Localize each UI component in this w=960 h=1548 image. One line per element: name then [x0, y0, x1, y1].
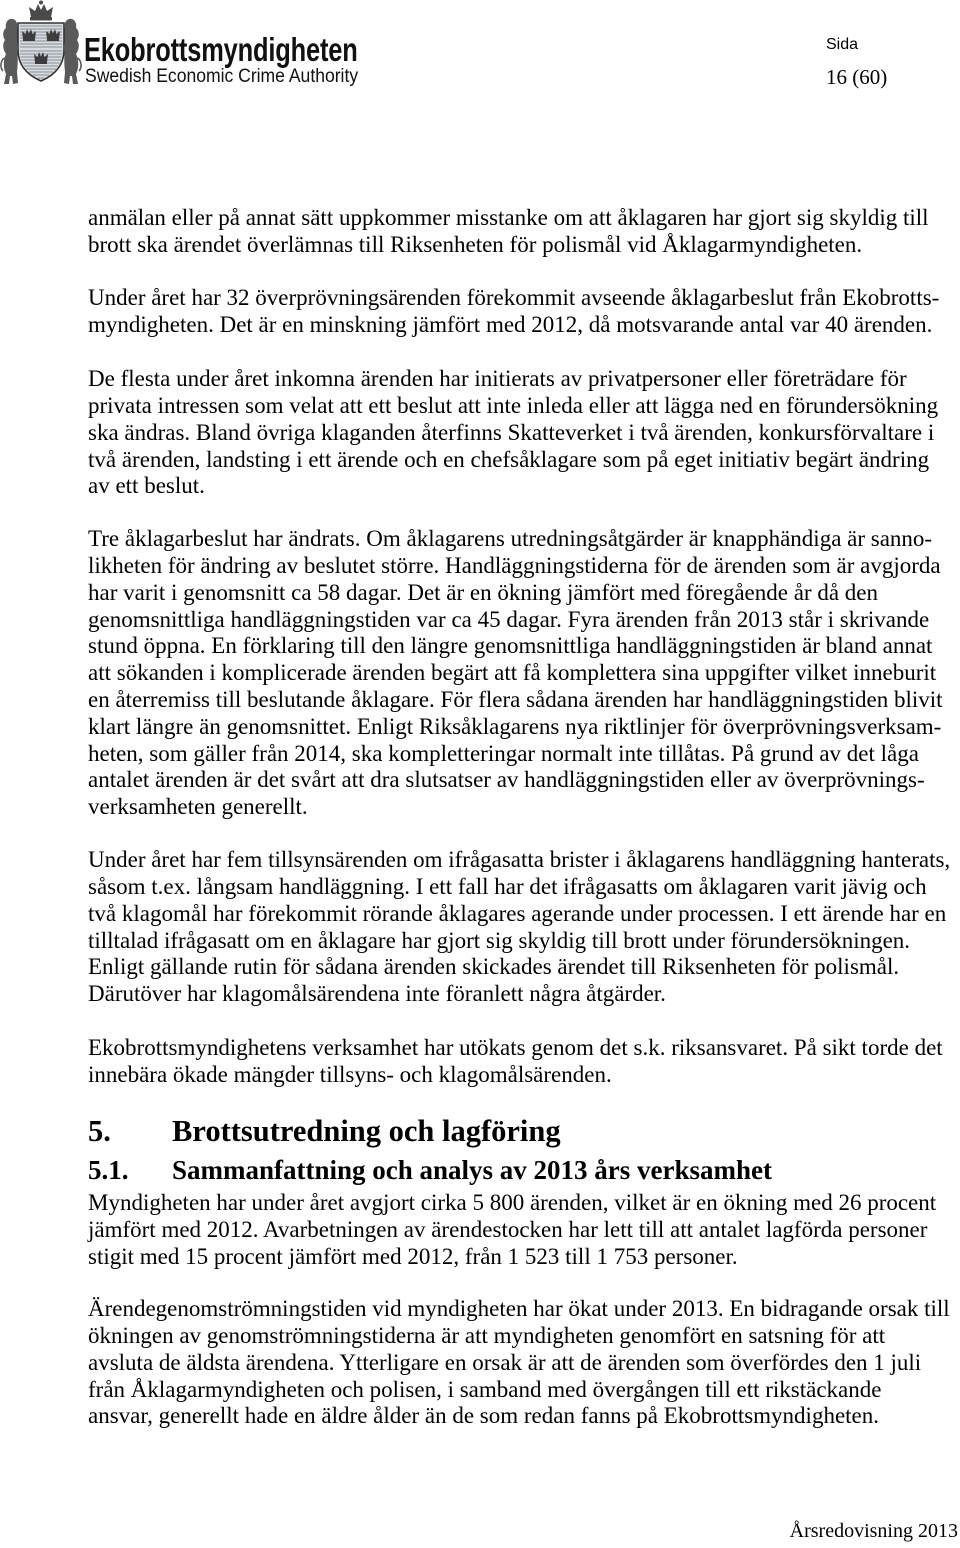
lion-supporter-right-icon [64, 19, 81, 84]
text-line: antalet ärenden är det svårt att dra slutsatser av handläggningstiden eller av överprövnings- [88, 767, 925, 793]
text-line: myndigheten. Det är en minskning jämfört med 2012, då motsvarande antal var 40 ärenden. [88, 312, 933, 338]
paragraph [88, 285, 948, 339]
text-line: två ärenden, landsting i ett ärende och en chefsåklagare som på eget initiativ begärt ändring [88, 446, 930, 472]
text-line: genomsnittliga handläggningstiden var ca 45 dagar. Fyra ärenden från 2013 står i skrivande [88, 606, 930, 632]
section-number: 5. [88, 1114, 111, 1148]
text-line: ansvar, generellt hade en äldre ålder än de som redan fanns på Ekobrottsmyndigheten. [88, 1403, 880, 1429]
text-line: Ärendegenomströmningstiden vid myndigheten har ökat under 2013. En bidragande orsak till [88, 1296, 950, 1322]
text-line: såsom t.ex. långsam handläggning. I ett fall har det ifrågasatts om åklagaren varit jävig och [88, 874, 927, 900]
text-line: likheten för ändring av beslutet större. Handläggningstiderna för de ärenden som är avgjorda [88, 553, 941, 579]
paragraph [88, 1190, 948, 1270]
subsection-title: Sammanfattning och analys av 2013 års verksamhet [172, 1155, 773, 1185]
text-line: heten, som gäller från 2014, ska kompletteringar normalt inte tillåtas. På grund av det låga [88, 740, 919, 766]
text-line: Myndigheten har under året avgjort cirka 5 800 ärenden, vilket är en ökning med 26 procent [88, 1190, 937, 1216]
paragraph [88, 526, 948, 821]
text-line: De flesta under året inkomna ärenden har initierats av privatpersoner eller företrädare för [88, 366, 907, 392]
text-line: har varit i genomsnitt ca 58 dagar. Det är en ökning jämfört med föregående år då den [88, 579, 879, 605]
section-title: Brottsutredning och lagföring [172, 1114, 561, 1148]
text-line: anmälan eller på annat sätt uppkommer misstanke om att åklagaren har gjort sig skyldig till [88, 205, 929, 231]
text-line: från Åklagarmyndigheten och polisen, i samband med övergången till ett rikstäckande [88, 1376, 882, 1402]
text-line: Under året har fem tillsynsärenden om ifrågasatta brister i åklagarens handläggning hanterats, [88, 847, 951, 873]
text-line: en återremiss till beslutande åklagare. För flera sådana ärenden har handläggningstiden blivit [88, 687, 943, 713]
text-line: privata intressen som velat att ett beslut att inte inleda eller att lägga ned en förundersökning [88, 393, 939, 419]
text-line: av ett beslut. [88, 473, 205, 499]
text-line: stigit med 15 procent jämfört med 2012, från 1 523 till 1 753 personer. [88, 1243, 738, 1269]
text-line: två klagomål har förekommit rörande åklagares agerande under processen. I ett ärende har en [88, 900, 947, 926]
text-line: Ekobrottsmyndighetens verksamhet har utökats genom det s.k. riksansvaret. På sikt torde det [88, 1035, 943, 1061]
subsection-heading [88, 1154, 908, 1186]
text-line: Tre åklagarbeslut har ändrats. Om åklagarens utredningsåtgärder är knapphändiga är sanno- [88, 526, 933, 552]
coat-of-arms-icon [0, 0, 82, 88]
agency-logo [0, 0, 440, 92]
agency-tagline: Swedish Economic Crime Authority [85, 65, 359, 87]
paragraph [88, 1296, 948, 1430]
footer-report-title: Årsredovisning 2013 [789, 1520, 958, 1542]
paragraph [88, 1035, 948, 1089]
text-line: ska ändras. Bland övriga klaganden återfinns Skatteverket i två ärenden, konkursförvaltare i [88, 419, 935, 445]
text-line: brott ska ärendet överlämnas till Riksenheten för polismål vid Åklagarmyndigheten. [88, 232, 863, 258]
paragraph [88, 366, 948, 500]
royal-crown-icon [29, 1, 53, 21]
page-number: 16 (60) [826, 65, 888, 89]
text-line: klart längre än genomsnittet. Enligt Riksåklagarens nya riktlinjer för överprövningsverksam- [88, 713, 942, 739]
text-line: verksamheten generellt. [88, 794, 308, 820]
agency-name: Ekobrottsmyndigheten [84, 31, 358, 68]
text-line: Därutöver har klagomålsärendena inte föranlett några åtgärder. [88, 981, 666, 1007]
text-line: att sökanden i komplicerade ärenden begärt att få komplettera sina uppgifter vilket inneburit [88, 660, 937, 686]
text-line: Under året har 32 överprövningsärenden förekommit avseende åklagarbeslut från Ekobrotts- [88, 285, 940, 311]
paragraph [88, 847, 951, 1008]
text-line: stund öppna. En förklaring till den längre genomsnittliga handläggningstiden är bland annat [88, 633, 933, 659]
section-heading [88, 1113, 908, 1149]
text-line: avsluta de äldsta ärendena. Ytterligare en orsak är att de ärenden som överfördes den 1 juli [88, 1349, 922, 1375]
text-line: jämfört med 2012. Avarbetningen av ärendestocken har lett till att antalet lagförda personer [88, 1217, 928, 1243]
text-line: tilltalad ifrågasatt om en åklagare har gjort sig skyldig till brott under förundersökningen. [88, 927, 911, 953]
text-line: Enligt gällande rutin för sådana ärenden skickades ärendet till Riksenheten för polismål. [88, 954, 900, 980]
page-label: Sida [826, 36, 859, 53]
paragraph [88, 205, 948, 259]
subsection-number: 5.1. [88, 1155, 129, 1185]
text-line: ökningen av genomströmningstiderna är att myndigheten genomfört en satsning för att [88, 1323, 886, 1349]
text-line: innebära ökade mängder tillsyns- och klagomålsärenden. [88, 1062, 612, 1088]
lion-supporter-left-icon [1, 19, 18, 84]
